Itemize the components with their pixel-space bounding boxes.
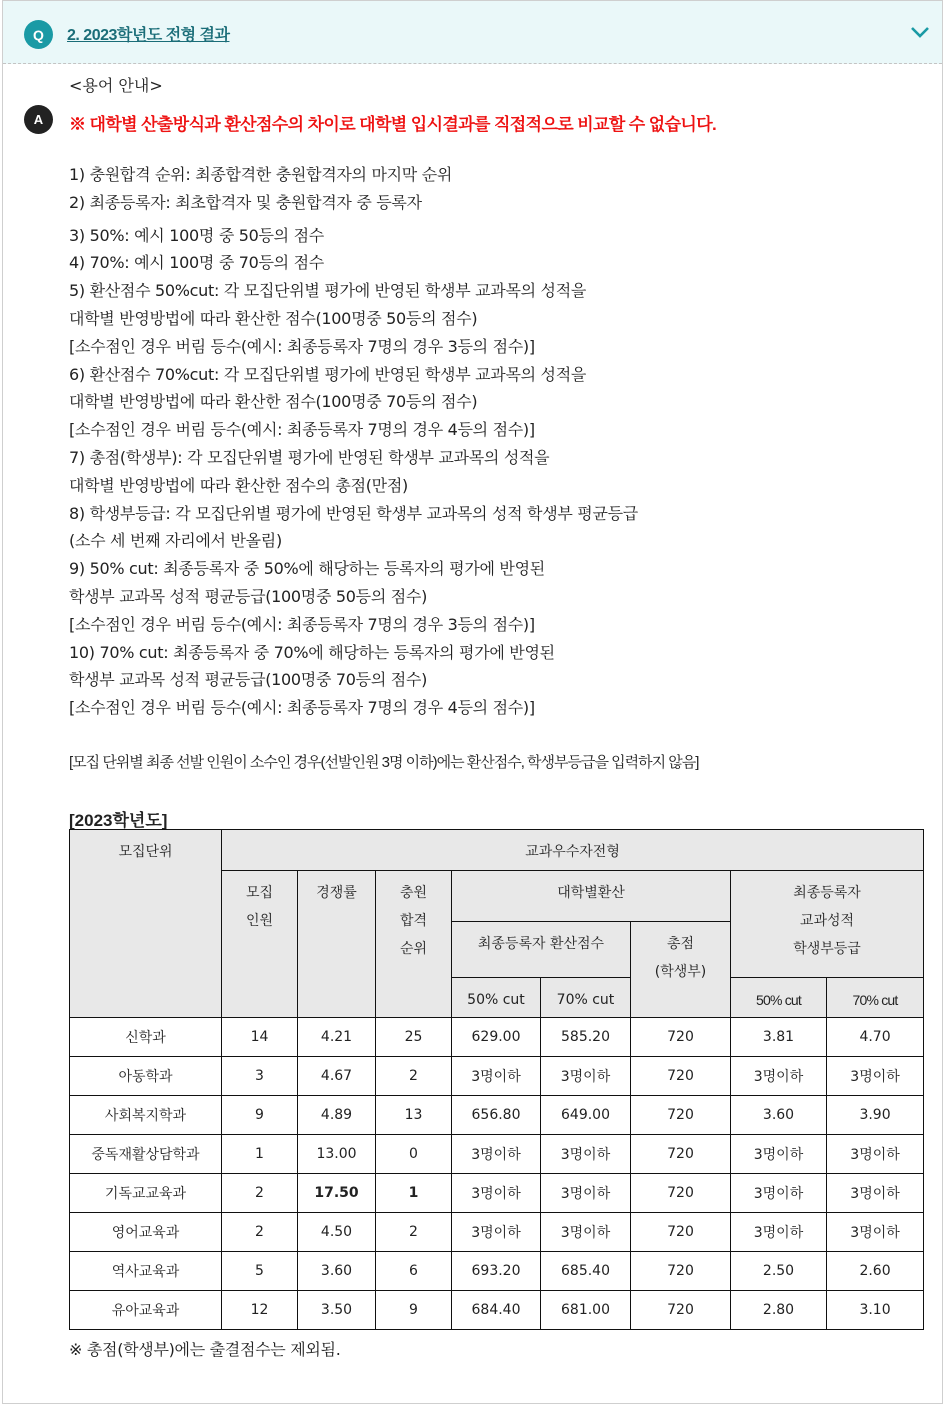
cell-total: 720 (631, 1252, 731, 1291)
cell-total: 720 (631, 1018, 731, 1057)
footnote: ※ 총점(학생부)에는 출결점수는 제외됨. (69, 1340, 341, 1359)
cell-unit: 사회복지학과 (70, 1096, 222, 1135)
definition-line: 대학별 반영방법에 따라 환산한 점수(100명중 50등의 점수) (69, 308, 478, 328)
cell-conv70: 681.00 (541, 1291, 631, 1330)
cell-unit: 기독교교육과 (70, 1174, 222, 1213)
header-text: 충원 (399, 885, 428, 901)
definition-line: 학생부 교과목 성적 평균등급(100명중 50등의 점수) (69, 586, 428, 606)
header-grade (731, 871, 924, 978)
cell-quota: 5 (222, 1252, 298, 1291)
header-text: (학생부) (654, 964, 707, 980)
table-row (70, 1057, 924, 1096)
cell-waitlist: 13 (376, 1096, 452, 1135)
table-row (70, 1174, 924, 1213)
cell-total: 720 (631, 1213, 731, 1252)
definition-line: 대학별 반영방법에 따라 환산한 점수의 총점(만점) (69, 475, 408, 495)
cell-quota: 1 (222, 1135, 298, 1174)
definition-line: [소수점인 경우 버림 등수(예시: 최종등록자 7명의 경우 3등의 점수)] (69, 614, 535, 634)
cell-total: 720 (631, 1174, 731, 1213)
chevron-down-icon[interactable] (910, 25, 930, 39)
faq-question-header[interactable] (3, 1, 942, 64)
small-unit-note: [모집 단위별 최종 선발 인원이 소수인 경우(선발인원 3명 이하)에는 환산점수, 학생부등급을 입력하지 않음] (69, 754, 699, 771)
cell-conv50: 629.00 (452, 1018, 541, 1057)
cell-ratio: 4.50 (298, 1213, 376, 1252)
warning-notice: ※ 대학별 산출방식과 환산점수의 차이로 대학별 입시결과를 직접적으로 비교할 수 없습니다. (69, 115, 717, 134)
definition-line: [소수점인 경우 버림 등수(예시: 최종등록자 7명의 경우 3등의 점수)] (69, 336, 535, 356)
admission-results-table (69, 829, 924, 1330)
definition-line: 9) 50% cut: 최종등록자 중 50%에 해당하는 등록자의 평가에 반영된 (69, 559, 545, 579)
cell-ratio: 4.89 (298, 1096, 376, 1135)
definition-line: 8) 학생부등급: 각 모집단위별 평가에 반영된 학생부 교과목의 성적 학생부 평균등급 (69, 503, 638, 523)
cell-total: 720 (631, 1135, 731, 1174)
table-row (70, 1252, 924, 1291)
cell-grade50: 3명이하 (731, 1057, 827, 1096)
definition-line: 7) 총점(학생부): 각 모집단위별 평가에 반영된 학생부 교과목의 성적을 (69, 447, 550, 467)
cell-ratio: 17.50 (298, 1174, 376, 1213)
cell-waitlist: 0 (376, 1135, 452, 1174)
table-row (70, 1018, 924, 1057)
header-quota (222, 871, 298, 1018)
cell-conv50: 3명이하 (452, 1057, 541, 1096)
definition-line: 6) 환산점수 70%cut: 각 모집단위별 평가에 반영된 학생부 교과목의 성적을 (69, 364, 587, 384)
cell-waitlist: 6 (376, 1252, 452, 1291)
header-ratio: 경쟁률 (298, 871, 376, 1018)
cell-grade70: 3명이하 (827, 1135, 924, 1174)
cell-ratio: 3.60 (298, 1252, 376, 1291)
header-text: 학생부등급 (793, 941, 861, 957)
definition-line: [소수점인 경우 버림 등수(예시: 최종등록자 7명의 경우 4등의 점수)] (69, 698, 535, 718)
definition-line: 3) 50%: 예시 100명 중 50등의 점수 (69, 225, 324, 245)
cell-unit: 역사교육과 (70, 1252, 222, 1291)
header-text: 총점 (666, 936, 695, 952)
cell-quota: 14 (222, 1018, 298, 1057)
definition-line: 대학별 반영방법에 따라 환산한 점수(100명중 70등의 점수) (69, 392, 478, 412)
header-conv-50: 50% cut (452, 978, 541, 1018)
cell-total: 720 (631, 1096, 731, 1135)
cell-ratio: 4.21 (298, 1018, 376, 1057)
cell-grade50: 3.81 (731, 1018, 827, 1057)
header-waitlist-rank (376, 871, 452, 1018)
header-text: 합격 (399, 913, 428, 929)
cell-conv50: 3명이하 (452, 1213, 541, 1252)
cell-quota: 12 (222, 1291, 298, 1330)
cell-ratio: 3.50 (298, 1291, 376, 1330)
header-text: 교과성적 (799, 913, 855, 929)
header-track: 교과우수자전형 (222, 830, 924, 871)
cell-unit: 영어교육과 (70, 1213, 222, 1252)
cell-grade70: 3.90 (827, 1096, 924, 1135)
cell-total: 720 (631, 1291, 731, 1330)
answer-badge: A (24, 105, 53, 134)
cell-grade50: 3.60 (731, 1096, 827, 1135)
cell-grade70: 3명이하 (827, 1213, 924, 1252)
cell-grade70: 3명이하 (827, 1057, 924, 1096)
header-text: 순위 (399, 941, 428, 957)
table-row (70, 1213, 924, 1252)
cell-quota: 2 (222, 1174, 298, 1213)
definition-line: 4) 70%: 예시 100명 중 70등의 점수 (69, 253, 324, 273)
header-text: 최종등록자 (793, 885, 861, 901)
cell-grade70: 4.70 (827, 1018, 924, 1057)
cell-conv70: 3명이하 (541, 1135, 631, 1174)
cell-ratio: 13.00 (298, 1135, 376, 1174)
cell-conv50: 3명이하 (452, 1135, 541, 1174)
header-conv-score: 최종등록자 환산점수 (452, 922, 631, 978)
cell-waitlist: 2 (376, 1057, 452, 1096)
cell-conv70: 3명이하 (541, 1057, 631, 1096)
cell-unit: 중독재활상담학과 (70, 1135, 222, 1174)
cell-grade70: 2.60 (827, 1252, 924, 1291)
cell-waitlist: 1 (376, 1174, 452, 1213)
cell-grade70: 3.10 (827, 1291, 924, 1330)
header-conv-70: 70% cut (541, 978, 631, 1018)
header-unit: 모집단위 (70, 830, 222, 1018)
cell-total: 720 (631, 1057, 731, 1096)
header-text: 인원 (245, 913, 274, 929)
cell-conv50: 693.20 (452, 1252, 541, 1291)
cell-conv70: 649.00 (541, 1096, 631, 1135)
table-row (70, 1135, 924, 1174)
definition-line: (소수 세 번째 자리에서 반올림) (69, 531, 282, 551)
definition-line: [소수점인 경우 버림 등수(예시: 최종등록자 7명의 경우 4등의 점수)] (69, 420, 535, 440)
definition-line: 2) 최종등록자: 최초합격자 및 충원합격자 중 등록자 (69, 192, 422, 212)
cell-waitlist: 9 (376, 1291, 452, 1330)
header-univ-conversion: 대학별환산 (452, 871, 731, 922)
definition-line: 5) 환산점수 50%cut: 각 모집단위별 평가에 반영된 학생부 교과목의 성적을 (69, 281, 587, 301)
cell-quota: 9 (222, 1096, 298, 1135)
cell-grade50: 3명이하 (731, 1174, 827, 1213)
definition-line: 학생부 교과목 성적 평균등급(100명중 70등의 점수) (69, 670, 428, 690)
cell-grade50: 2.80 (731, 1291, 827, 1330)
cell-unit: 신학과 (70, 1018, 222, 1057)
cell-conv70: 3명이하 (541, 1174, 631, 1213)
cell-waitlist: 2 (376, 1213, 452, 1252)
header-total (631, 922, 731, 1018)
cell-conv50: 656.80 (452, 1096, 541, 1135)
terminology-heading: <용어 안내> (69, 76, 163, 95)
definition-line: 10) 70% cut: 최종등록자 중 70%에 해당하는 등록자의 평가에 반영된 (69, 642, 555, 662)
table-row (70, 1096, 924, 1135)
cell-conv50: 684.40 (452, 1291, 541, 1330)
cell-grade50: 2.50 (731, 1252, 827, 1291)
cell-conv70: 685.40 (541, 1252, 631, 1291)
cell-grade50: 3명이하 (731, 1135, 827, 1174)
cell-ratio: 4.67 (298, 1057, 376, 1096)
header-grade-50: 50% cut (731, 978, 827, 1018)
cell-waitlist: 25 (376, 1018, 452, 1057)
cell-conv70: 585.20 (541, 1018, 631, 1057)
cell-grade50: 3명이하 (731, 1213, 827, 1252)
cell-conv50: 3명이하 (452, 1174, 541, 1213)
faq-panel (2, 0, 943, 1404)
cell-quota: 3 (222, 1057, 298, 1096)
cell-unit: 유아교육과 (70, 1291, 222, 1330)
year-label: [2023학년도] (69, 811, 168, 830)
cell-grade70: 3명이하 (827, 1174, 924, 1213)
question-title-link[interactable]: 2. 2023학년도 전형 결과 (67, 27, 230, 44)
cell-unit: 아동학과 (70, 1057, 222, 1096)
table-row (70, 1291, 924, 1330)
cell-conv70: 3명이하 (541, 1213, 631, 1252)
question-badge: Q (24, 20, 53, 49)
header-text: 모집 (245, 885, 274, 901)
header-grade-70: 70% cut (827, 978, 924, 1018)
definition-line: 1) 충원합격 순위: 최종합격한 충원합격자의 마지막 순위 (69, 165, 453, 184)
cell-quota: 2 (222, 1213, 298, 1252)
definitions-list (69, 161, 638, 722)
